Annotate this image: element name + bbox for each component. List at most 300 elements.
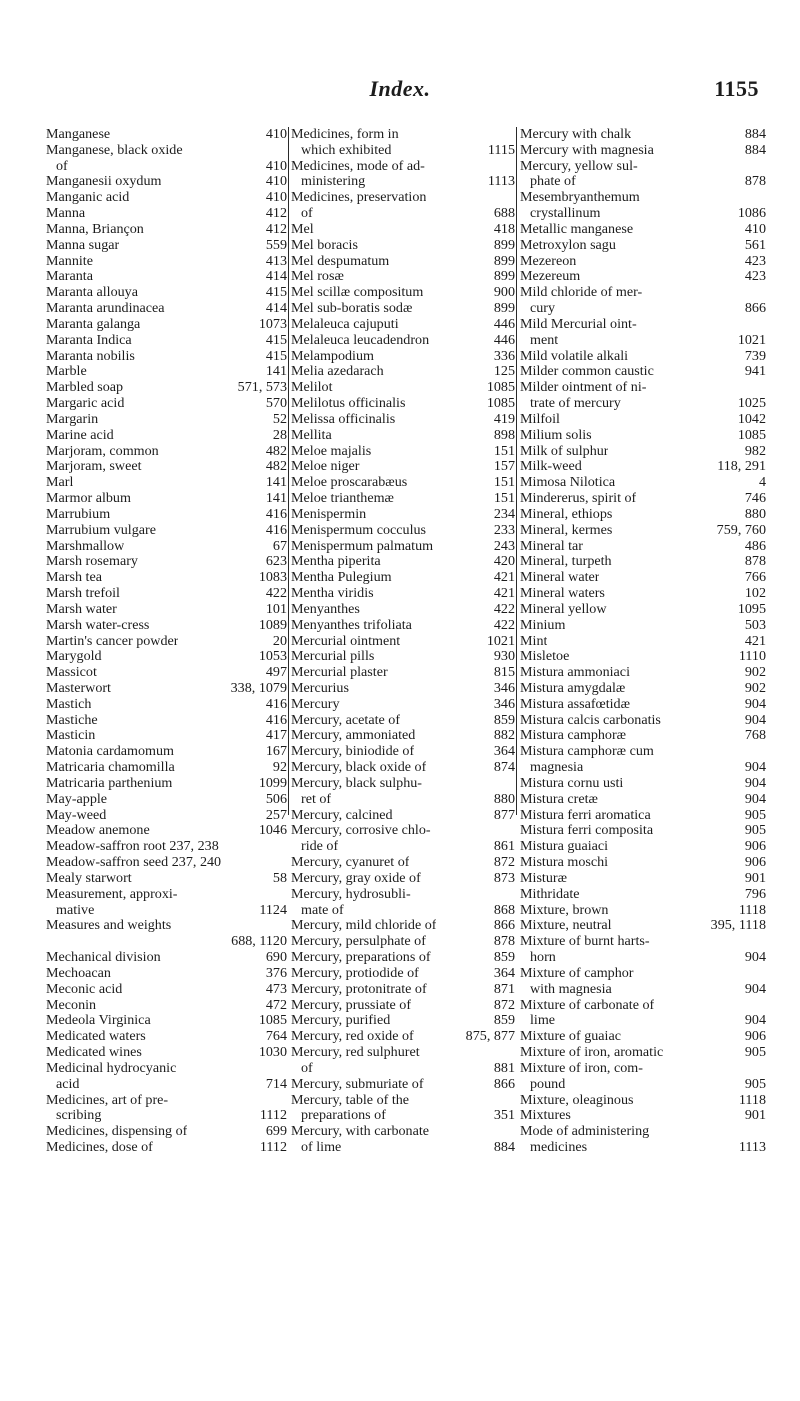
index-term: Mercurius [291, 680, 349, 696]
index-term: Meadow-saffron root 237, 238 [46, 839, 219, 855]
index-page-ref: 414 [265, 268, 287, 285]
index-term: Melilotus officinalis [291, 396, 406, 412]
index-term: Mercury with magnesia [520, 142, 654, 158]
index-entry [46, 127, 287, 143]
index-term: trate of mercury [530, 396, 621, 412]
index-entry [291, 792, 515, 808]
index-term: Mineral water [520, 570, 600, 586]
index-page-ref: 410 [744, 220, 766, 237]
index-page-ref: 141 [265, 490, 287, 507]
index-page-ref: 699 [265, 1123, 287, 1140]
index-term: Manna sugar [46, 237, 120, 253]
index-term: Marbled soap [46, 380, 124, 396]
index-term: Mel rosæ [291, 269, 344, 285]
index-entry [46, 459, 287, 475]
index-entry [46, 665, 287, 681]
index-entry [520, 982, 766, 998]
index-term: Marmor album [46, 491, 131, 507]
index-term: Mistura ferri aromatica [520, 807, 651, 823]
index-term: Marble [46, 364, 87, 380]
index-page-ref: 1115 [487, 141, 515, 158]
index-entry [520, 269, 766, 285]
index-page-ref: 482 [265, 442, 287, 459]
index-term: Mechanical division [46, 950, 161, 966]
index-entry [520, 950, 766, 966]
index-term: Manganesii oxydum [46, 174, 162, 190]
index-term: Mealy starwort [46, 870, 132, 886]
index-page-ref: 746 [744, 490, 766, 507]
index-page-ref: 759, 760 [716, 521, 766, 538]
index-entry [520, 871, 766, 887]
index-entry [46, 887, 287, 903]
index-page-ref: 764 [265, 1028, 287, 1045]
index-term: Mercury, with carbonate [291, 1124, 430, 1140]
index-page-ref: 904 [744, 949, 766, 966]
index-term: Marl [46, 475, 74, 491]
index-entry [520, 127, 766, 143]
index-page-ref: 1113 [738, 1139, 766, 1155]
index-entry [46, 412, 287, 428]
index-page-ref: 571, 573 [237, 379, 287, 396]
index-term: Mode of administering [520, 1124, 650, 1140]
index-entry [46, 380, 287, 396]
index-page-ref: 901 [744, 869, 766, 886]
index-term: Metallic manganese [520, 221, 634, 237]
index-page-ref: 866 [493, 917, 515, 934]
index-page-ref: 1110 [738, 648, 766, 665]
index-term: Maranta Indica [46, 332, 132, 348]
index-term: Meadow-saffron seed 237, 240 [46, 855, 222, 871]
index-term: Mastiche [46, 712, 98, 728]
index-term: Marjoram, common [46, 443, 159, 459]
index-entry [46, 174, 287, 190]
index-entry [520, 539, 766, 555]
index-page-ref: 900 [493, 284, 515, 301]
index-page-ref: 904 [744, 790, 766, 807]
index-term: which exhibited [301, 142, 392, 158]
index-term: lime [530, 1013, 556, 1029]
index-page-ref: 67 [272, 537, 287, 554]
index-term: phate of [530, 174, 576, 190]
index-term: Mezereum [520, 269, 581, 285]
index-page-ref: 412 [265, 220, 287, 237]
index-entry [291, 808, 515, 824]
index-entry [46, 507, 287, 523]
index-page-ref: 906 [744, 1028, 766, 1045]
index-term: Manganic acid [46, 190, 130, 206]
index-term: Mercury, corrosive chlo- [291, 823, 431, 839]
index-entry [291, 364, 515, 380]
page-title: Index. [369, 76, 431, 101]
index-term: Mineral, turpeth [520, 554, 612, 570]
index-term: Menispermin [291, 506, 367, 522]
index-entry [520, 887, 766, 903]
index-entry [291, 1061, 515, 1077]
index-entry [291, 174, 515, 190]
index-page-ref: 1099 [258, 774, 287, 791]
index-entry [520, 681, 766, 697]
page-number: 1155 [714, 76, 759, 101]
index-page-ref: 506 [265, 790, 287, 807]
index-entry [46, 190, 287, 206]
index-entry [291, 491, 515, 507]
index-entry [46, 1045, 287, 1061]
index-term: Mistura amygdalæ [520, 680, 626, 696]
index-term: Meloe trianthemæ [291, 491, 394, 507]
index-page-ref: 904 [744, 711, 766, 728]
index-term: Menispermum cocculus [291, 522, 427, 538]
index-page-ref: 878 [744, 173, 766, 190]
index-term: of [301, 206, 313, 222]
index-entry [46, 222, 287, 238]
index-entry [520, 713, 766, 729]
index-entry [46, 586, 287, 602]
index-page-ref: 982 [744, 442, 766, 459]
index-entry [520, 586, 766, 602]
index-term: Masterwort [46, 680, 111, 696]
index-term: Mercury, calcined [291, 807, 393, 823]
index-entry [520, 570, 766, 586]
index-entry [520, 523, 766, 539]
index-page-ref: 233 [493, 521, 515, 538]
index-page-ref: 878 [744, 553, 766, 570]
index-entry [520, 254, 766, 270]
index-entry [291, 1124, 515, 1140]
index-page-ref: 376 [265, 964, 287, 981]
index-term: crystallinum [530, 206, 601, 222]
index-page-ref: 415 [265, 284, 287, 301]
index-term: Mistura camphoræ [520, 728, 627, 744]
index-term: Marjoram, sweet [46, 459, 142, 475]
index-page-ref: 905 [744, 1075, 766, 1092]
index-term: Maranta galanga [46, 316, 141, 332]
index-entry [291, 333, 515, 349]
index-term: Mistura cretæ [520, 791, 598, 807]
index-page-ref: 421 [493, 585, 515, 602]
index-page-ref: 102 [744, 585, 766, 602]
index-entry [46, 1140, 287, 1156]
index-term: Mercury, mild chloride of [291, 918, 437, 934]
index-term: Mixture, brown [520, 902, 609, 918]
index-term: Milder ointment of ni- [520, 380, 647, 396]
index-entry [520, 190, 766, 206]
index-term: Mercury, acetate of [291, 712, 401, 728]
index-entry [46, 143, 287, 159]
index-page-ref: 904 [744, 774, 766, 791]
index-entry [291, 396, 515, 412]
index-entry [291, 634, 515, 650]
index-term: Medicated waters [46, 1029, 146, 1045]
index-term: Marsh water-cress [46, 617, 150, 633]
index-entry [520, 1108, 766, 1124]
index-entry [520, 507, 766, 523]
index-term: Masticin [46, 728, 96, 744]
index-entry [46, 776, 287, 792]
index-entry [291, 143, 515, 159]
index-page-ref: 815 [493, 664, 515, 681]
index-term: Marygold [46, 649, 102, 665]
index-term: Mentha piperita [291, 554, 381, 570]
index-term: Mercury [291, 696, 340, 712]
index-term: Mercurial ointment [291, 633, 401, 649]
index-page-ref: 1085 [486, 379, 515, 396]
index-entry [520, 839, 766, 855]
index-term: Marsh water [46, 601, 117, 617]
index-term: magnesia [530, 760, 584, 776]
index-entry [291, 428, 515, 444]
index-entry [520, 998, 766, 1014]
index-term: Mixture, oleaginous [520, 1092, 634, 1108]
index-page-ref: 623 [265, 553, 287, 570]
index-page-ref: 410 [265, 189, 287, 206]
index-page-ref: 868 [493, 901, 515, 918]
index-term: Medicines, form in [291, 127, 399, 142]
index-page-ref: 346 [493, 679, 515, 696]
index-page-ref: 1118 [738, 1091, 766, 1108]
index-page-ref: 419 [493, 410, 515, 427]
index-term: Mistura guaiaci [520, 839, 609, 855]
index-term: of [301, 1060, 313, 1076]
index-entry [291, 380, 515, 396]
column-divider [288, 127, 289, 815]
index-entry [46, 269, 287, 285]
index-page-ref: 941 [744, 363, 766, 380]
index-entry [46, 349, 287, 365]
index-term: Mercury, red oxide of [291, 1029, 414, 1045]
index-term: Misletoe [520, 649, 570, 665]
index-entry [520, 206, 766, 222]
index-page-ref: 167 [265, 743, 287, 760]
index-entry [46, 934, 287, 950]
index-entry [520, 1093, 766, 1109]
index-term: Mineral tar [520, 538, 584, 554]
index-page-ref: 902 [744, 679, 766, 696]
index-page-ref: 906 [744, 838, 766, 855]
index-entry [291, 649, 515, 665]
index-entry [520, 760, 766, 776]
index-entry [46, 491, 287, 507]
index-page-ref: 422 [265, 585, 287, 602]
index-column-3 [520, 127, 766, 1156]
index-term: Manganese [46, 127, 111, 142]
index-term: ment [530, 332, 559, 348]
index-page-ref: 243 [493, 537, 515, 554]
index-entry [46, 444, 287, 460]
index-page-ref: 503 [744, 616, 766, 633]
index-page-ref: 4 [758, 474, 766, 491]
index-page-ref: 561 [744, 236, 766, 253]
index-term: Mild volatile alkali [520, 348, 629, 364]
index-entry [46, 317, 287, 333]
index-page-ref: 881 [493, 1059, 515, 1076]
index-entry [291, 127, 515, 143]
index-term: Mentha Pulegium [291, 570, 392, 586]
index-page-ref: 871 [493, 980, 515, 997]
index-page-ref: 410 [265, 157, 287, 174]
index-term: scribing [56, 1108, 102, 1124]
index-entry [46, 634, 287, 650]
index-entry [520, 618, 766, 634]
index-term: Mistura moschi [520, 855, 609, 871]
index-term: Milk-weed [520, 459, 582, 475]
index-page-ref: 904 [744, 1012, 766, 1029]
index-entry [291, 159, 515, 175]
index-page-ref: 880 [493, 790, 515, 807]
index-entry [520, 143, 766, 159]
index-page-ref: 880 [744, 505, 766, 522]
index-term: Mentha viridis [291, 586, 374, 602]
index-page-ref: 905 [744, 806, 766, 823]
index-page-ref: 859 [493, 711, 515, 728]
index-entry [520, 1013, 766, 1029]
index-term: Mild Mercurial oint- [520, 316, 637, 332]
index-term: Marine acid [46, 427, 114, 443]
index-page-ref: 899 [493, 268, 515, 285]
index-page-ref: 1073 [258, 315, 287, 332]
index-entry [291, 444, 515, 460]
index-page-ref: 899 [493, 300, 515, 317]
index-page-ref: 904 [744, 980, 766, 997]
index-page-ref: 151 [493, 490, 515, 507]
index-term: Meloe niger [291, 459, 360, 475]
index-page-ref: 472 [265, 996, 287, 1013]
index-term: Matricaria parthenium [46, 775, 173, 791]
index-page-ref: 1046 [258, 822, 287, 839]
index-page-ref: 416 [265, 505, 287, 522]
index-entry [46, 713, 287, 729]
index-page-ref: 905 [744, 822, 766, 839]
index-entry [46, 523, 287, 539]
index-term: Mithridate [520, 886, 580, 902]
index-term: Mercury, prussiate of [291, 997, 412, 1013]
index-entry [291, 744, 515, 760]
index-entry [46, 333, 287, 349]
index-term: Mercury, biniodide of [291, 744, 415, 760]
index-entry [520, 459, 766, 475]
index-term: Mineral, kermes [520, 522, 613, 538]
index-term: Mimosa Nilotica [520, 475, 616, 491]
index-entry [520, 966, 766, 982]
index-page-ref: 905 [744, 1044, 766, 1061]
index-entry [520, 1045, 766, 1061]
index-page-ref: 257 [265, 806, 287, 823]
index-term: Medicines, preservation [291, 190, 427, 206]
index-entry [291, 934, 515, 950]
index-term: Mercury with chalk [520, 127, 632, 142]
index-entry [520, 918, 766, 934]
index-term: Mistura assafœtidæ [520, 696, 630, 712]
index-page-ref: 875, 877 [465, 1028, 515, 1045]
index-entry [291, 1077, 515, 1093]
index-term: Meloe proscarabæus [291, 475, 408, 491]
index-page-ref: 28 [272, 426, 287, 443]
index-page-ref: 421 [744, 632, 766, 649]
index-entry [291, 475, 515, 491]
index-term: Mel scillæ compositum [291, 285, 424, 301]
index-page-ref: 1124 [259, 901, 287, 918]
index-page-ref: 739 [744, 347, 766, 364]
index-entry [291, 523, 515, 539]
index-entry [520, 649, 766, 665]
index-term: Milfoil [520, 411, 560, 427]
index-entry [291, 206, 515, 222]
index-term: Meloe majalis [291, 443, 372, 459]
index-entry [520, 697, 766, 713]
index-term: Melilot [291, 380, 333, 396]
index-entry [46, 903, 287, 919]
index-term: Mixture, neutral [520, 918, 612, 934]
index-term: Mercury, red sulphuret [291, 1045, 420, 1061]
index-entry [46, 728, 287, 744]
index-page-ref: 1113 [487, 173, 515, 190]
index-entry [520, 475, 766, 491]
index-term: Mercury, gray oxide of [291, 870, 421, 886]
index-entry [291, 855, 515, 871]
index-page-ref: 351 [493, 1107, 515, 1124]
index-entry [520, 792, 766, 808]
index-page-ref: 423 [744, 252, 766, 269]
index-entry [291, 697, 515, 713]
index-term: Medicated wines [46, 1045, 142, 1061]
index-entry [520, 855, 766, 871]
index-term: mative [56, 902, 95, 918]
index-entry [291, 982, 515, 998]
index-entry [291, 918, 515, 934]
index-entry [46, 159, 287, 175]
index-entry [46, 966, 287, 982]
index-page-ref: 473 [265, 980, 287, 997]
index-entry [46, 760, 287, 776]
index-page-ref: 423 [744, 268, 766, 285]
index-term: Mercury, ammoniated [291, 728, 416, 744]
index-term: with magnesia [530, 981, 612, 997]
index-page-ref: 364 [493, 743, 515, 760]
index-term: Mercury, hydrosubli- [291, 886, 411, 902]
index-page-ref: 884 [744, 126, 766, 142]
index-term: Mineral, ethiops [520, 506, 613, 522]
index-term: Mellita [291, 427, 332, 443]
index-term: of [56, 158, 68, 174]
index-page-ref: 874 [493, 759, 515, 776]
index-entry [520, 222, 766, 238]
index-term: Marrubium [46, 506, 111, 522]
index-page-ref: 714 [265, 1075, 287, 1092]
index-entry [46, 649, 287, 665]
index-term: acid [56, 1076, 80, 1092]
index-entry [291, 412, 515, 428]
index-entry [46, 539, 287, 555]
index-entry [520, 301, 766, 317]
index-page-ref: 1085 [486, 395, 515, 412]
index-page-ref: 1095 [737, 600, 766, 617]
index-page-ref: 346 [493, 695, 515, 712]
index-term: Mercury, black sulphu- [291, 775, 422, 791]
index-entry [291, 823, 515, 839]
index-entry [46, 554, 287, 570]
index-page-ref: 899 [493, 236, 515, 253]
index-entry [46, 1124, 287, 1140]
index-term: Mistura calcis carbonatis [520, 712, 661, 728]
index-entry [46, 823, 287, 839]
index-entry [46, 1029, 287, 1045]
index-term: Mistura ammoniaci [520, 665, 630, 681]
index-entry [520, 634, 766, 650]
index-entry [46, 998, 287, 1014]
index-term: preparations of [301, 1108, 386, 1124]
index-term: Mercurial pills [291, 649, 375, 665]
index-page-ref: 1085 [737, 426, 766, 443]
index-term: Metroxylon sagu [520, 237, 616, 253]
